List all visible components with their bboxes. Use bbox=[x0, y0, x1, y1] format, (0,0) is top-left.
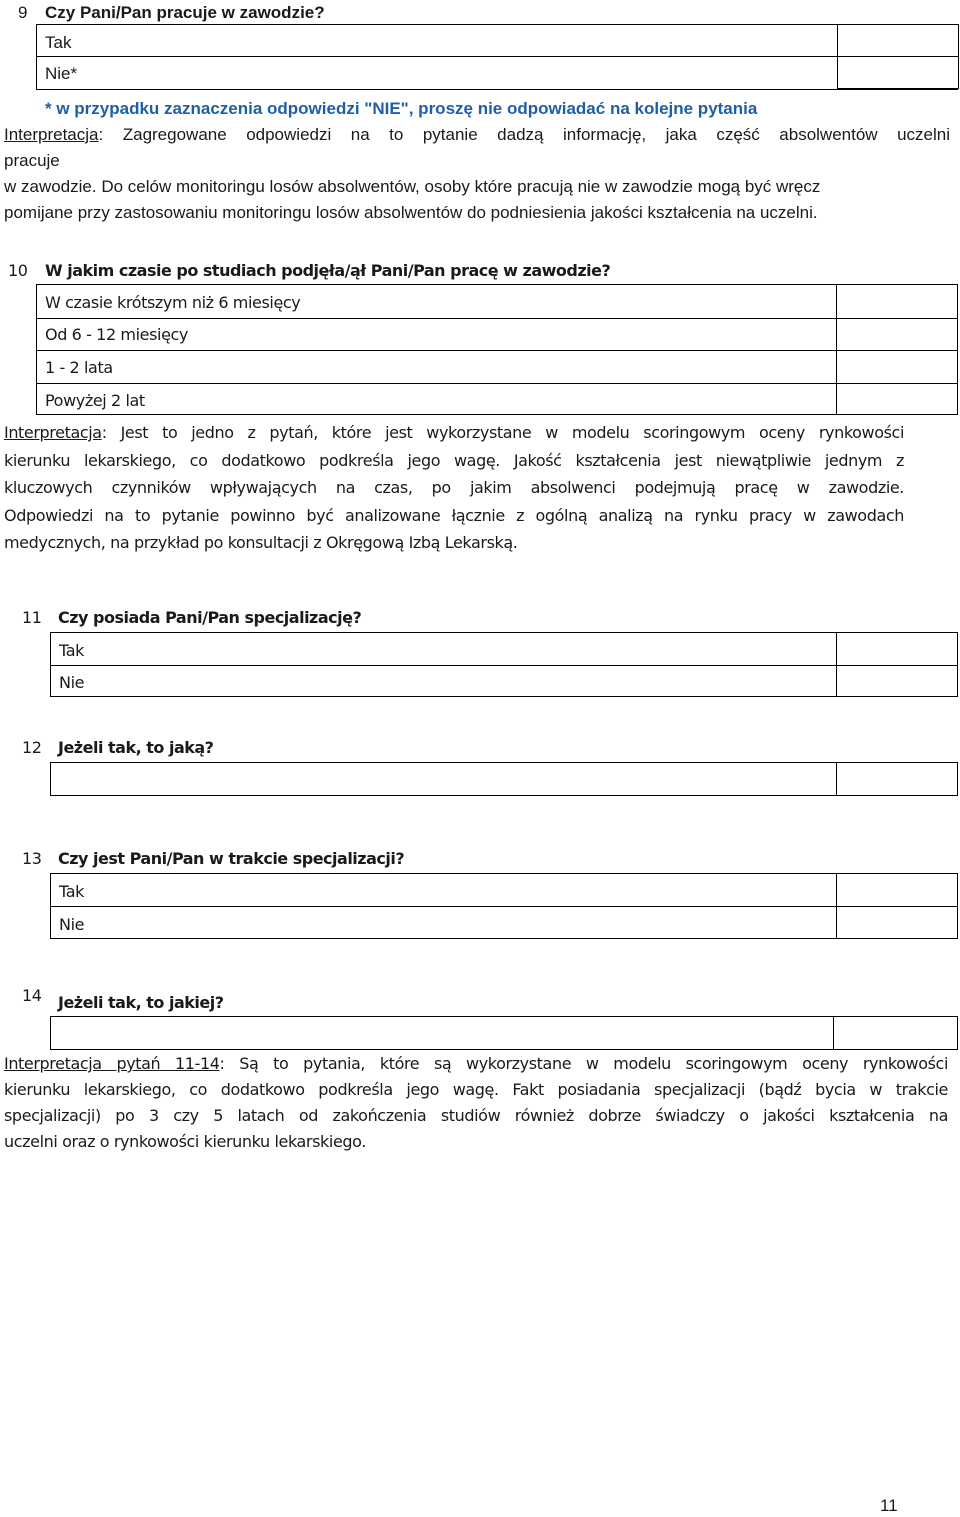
question-13-number: 13 bbox=[22, 849, 42, 868]
question-9-note: * w przypadku zaznaczenia odpowiedzi "NIE", proszę nie odpowiadać na kolejne pytania bbox=[45, 99, 758, 118]
option-row bbox=[51, 907, 958, 938]
question-9-number: 9 bbox=[18, 3, 28, 22]
option-label: Tak bbox=[59, 882, 84, 901]
option-tak-label: Tak bbox=[45, 33, 72, 52]
question-9-interpretation bbox=[4, 125, 950, 229]
checkbox-column[interactable] bbox=[836, 873, 958, 939]
interpretation-line: pomijane przy zastosowaniu monitoringu losów absolwentów do podniesienia jakości kształcenia na uczelni. bbox=[4, 203, 818, 222]
question-10-options bbox=[36, 284, 958, 415]
option-row bbox=[37, 351, 958, 384]
interpretation-line: uczelni oraz o rynkowości kierunku lekarskiego. bbox=[4, 1132, 366, 1151]
option-label: Tak bbox=[59, 641, 84, 660]
question-9-options bbox=[36, 24, 958, 90]
answer-divider bbox=[833, 1017, 834, 1049]
option-label: Od 6 - 12 miesięcy bbox=[45, 325, 188, 344]
interpretation-line: kluczowych czynników wpływających na czas, po jakim absolwenci podejmują pracę w zawodzie. bbox=[4, 478, 904, 497]
interpretation-line: specjalizacji) po 3 czy 5 latach od zakończenia studiów również dobrze świadczy o jakości kształcenia na bbox=[4, 1106, 948, 1125]
interpretation-line: w zawodzie. Do celów monitoringu losów absolwentów, osoby które pracują nie w zawodzie mogą być wręcz bbox=[4, 177, 821, 196]
final-interpretation bbox=[4, 1051, 948, 1155]
interpretation-label: Interpretacja pytań 11-14 bbox=[4, 1054, 220, 1073]
option-nie-label: Nie* bbox=[45, 64, 78, 83]
interpretation-line: kierunku lekarskiego, co dodatkowo podkreśla jego wagę. Fakt posiadania specjalizacji (bądź bycia w trakcie bbox=[4, 1080, 948, 1099]
option-label: Powyżej 2 lat bbox=[45, 391, 145, 410]
option-row bbox=[51, 633, 958, 666]
question-11-options bbox=[50, 632, 958, 697]
question-11-number: 11 bbox=[22, 608, 42, 627]
option-tak-checkbox[interactable] bbox=[837, 24, 959, 57]
page-number: 11 bbox=[880, 1496, 898, 1515]
interpretation-line: : Są to pytania, które są wykorzystane w modelu scoringowym oceny rynkowości bbox=[219, 1054, 948, 1073]
interpretation-line: Odpowiedzi na to pytanie powinno być analizowane łącznie z ogólną analizą na rynku pracy w zawodach bbox=[4, 505, 904, 525]
checkbox-column[interactable] bbox=[836, 632, 958, 697]
question-9-title: Czy Pani/Pan pracuje w zawodzie? bbox=[45, 3, 325, 22]
interpretation-label: Interpretacja bbox=[4, 423, 102, 442]
option-row bbox=[37, 318, 958, 351]
question-12-number: 12 bbox=[22, 738, 42, 757]
question-10-interpretation bbox=[4, 419, 904, 557]
question-11-title: Czy posiada Pani/Pan specjalizację? bbox=[58, 608, 362, 627]
option-label: W czasie krótszym niż 6 miesięcy bbox=[45, 293, 301, 312]
question-13-options bbox=[50, 873, 958, 939]
question-14-title: Jeżeli tak, to jakiej? bbox=[58, 993, 224, 1012]
question-12-answer-field[interactable] bbox=[50, 762, 958, 796]
option-row bbox=[51, 666, 958, 696]
option-nie-checkbox[interactable] bbox=[837, 56, 959, 89]
question-10-number: 10 bbox=[8, 261, 28, 280]
interpretation-line: medycznych, na przykład po konsultacji z Okręgową Izbą Lekarską. bbox=[4, 533, 518, 552]
option-row bbox=[37, 384, 958, 414]
question-14-number: 14 bbox=[22, 986, 42, 1005]
answer-divider bbox=[836, 763, 837, 795]
interpretation-line: : Jest to jedno z pytań, które jest wykorzystane w modelu scoringowym oceny rynkowości bbox=[101, 423, 904, 442]
option-label: 1 - 2 lata bbox=[45, 358, 113, 377]
option-nie-row bbox=[36, 56, 958, 90]
interpretation-line: : Zagregowane odpowiedzi na to pytanie dadzą informację, jaka część absolwentów uczelni bbox=[98, 125, 950, 144]
option-row bbox=[37, 285, 958, 319]
checkbox-column[interactable] bbox=[836, 284, 958, 415]
option-row bbox=[51, 874, 958, 907]
question-12-title: Jeżeli tak, to jaką? bbox=[58, 738, 214, 757]
option-label: Nie bbox=[59, 673, 85, 692]
question-14-answer-field[interactable] bbox=[50, 1016, 958, 1050]
interpretation-line: kierunku lekarskiego, co dodatkowo podkreśla jego wagę. Jakość kształcenia jest niewątpliwie jednym z bbox=[4, 450, 904, 470]
interpretation-label: Interpretacja bbox=[4, 125, 99, 144]
question-10-title: W jakim czasie po studiach podjęła/ął Pani/Pan pracę w zawodzie? bbox=[45, 261, 611, 280]
interpretation-line: pracuje bbox=[4, 151, 60, 170]
option-label: Nie bbox=[59, 915, 85, 934]
question-13-title: Czy jest Pani/Pan w trakcie specjalizacji? bbox=[58, 849, 405, 868]
option-tak-row bbox=[36, 24, 958, 57]
